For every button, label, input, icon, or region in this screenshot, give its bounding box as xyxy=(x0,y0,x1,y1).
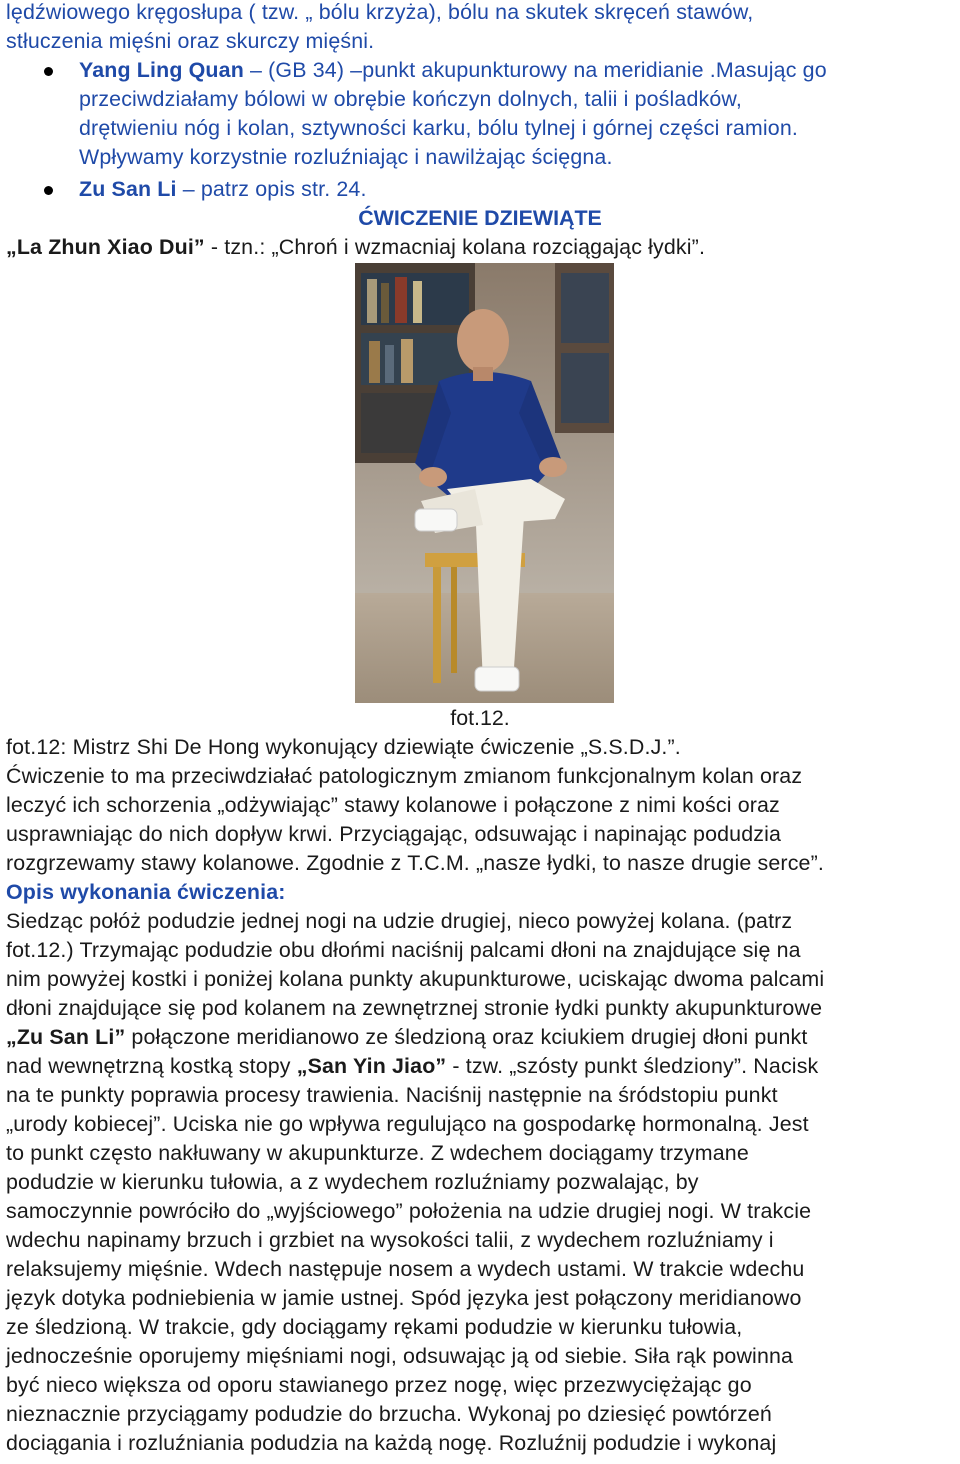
text-line: rozgrzewamy stawy kolanowe. Zgodnie z T.C.M. „nasze łydki, to nasze drugie serce”. xyxy=(6,851,824,875)
text-line: na te punkty poprawia procesy trawienia. Naciśnij następnie na śródstopiu punkt xyxy=(6,1083,778,1107)
text-line: lędźwiowego kręgosłupa ( tzw. „ bólu krzyża), bólu na skutek skręceń stawów, xyxy=(6,0,754,24)
bullet-item-zu-san-li xyxy=(79,175,367,204)
bullet-dot xyxy=(44,186,53,195)
text-line: Wpływamy korzystnie rozluźniając i nawilżając ścięgna. xyxy=(79,145,613,169)
text-line: nim powyżej kostki i poniżej kolana punkty akupunkturowe, uciskając dwoma palcami xyxy=(6,967,825,991)
section-heading: Opis wykonania ćwiczenia: xyxy=(6,880,286,904)
term-san-yin-jiao: „San Yin Jiao” xyxy=(296,1054,447,1078)
exercise-photo xyxy=(355,263,614,703)
text-line: usprawniając do nich dopływ krwi. Przyciągając, odsuwając i napinając podudzia xyxy=(6,822,782,846)
text-line: Siedząc połóż podudzie jednej nogi na udzie drugiej, nieco powyżej kolana. (patrz xyxy=(6,909,793,933)
photo-label: fot.12. xyxy=(450,706,510,730)
term-zu-san-li: „Zu San Li” xyxy=(6,1025,126,1049)
exercise-name: „La Zhun Xiao Dui” xyxy=(6,235,205,259)
text-line: relaksujemy mięśnie. Wdech następuje nosem a wydech ustami. W trakcie wdechu xyxy=(6,1257,805,1281)
text-line: nieznacznie przyciągamy podudzie do brzucha. Wykonaj po dziesięć powtórzeń xyxy=(6,1402,772,1426)
photo-illustration xyxy=(355,263,614,703)
bullet-text: – patrz opis str. 24. xyxy=(176,177,367,201)
text-line: drętwieniu nóg i kolan, sztywności karku, bólu tylnej i górnej części ramion. xyxy=(79,116,798,140)
exercise-heading: ĆWICZENIE DZIEWIĄTE xyxy=(358,206,602,230)
bullet-term: Zu San Li xyxy=(79,177,177,201)
exercise-translation: - tzn.: „Chroń i wzmacniaj kolana rozciągając łydki”. xyxy=(204,235,706,259)
bullet-item-yang-ling-quan xyxy=(79,56,827,85)
text-line: „urody kobiecej”. Uciska nie go wpływa regulująco na gospodarkę hormonalną. Jest xyxy=(6,1112,809,1136)
text-span: połączone meridianowo ze śledzioną oraz kciukiem drugiej dłoni punkt xyxy=(125,1025,808,1049)
text-line: być nieco większa od oporu stawianego przez nogę, więc przezwyciężając go xyxy=(6,1373,752,1397)
text-line: podudzie w kierunku tułowia, a z wydechem rozluźniamy pozwalając, by xyxy=(6,1170,699,1194)
text-line: dłoni znajdujące się pod kolanem na zewnętrznej stronie łydki punkty akupunkturowe xyxy=(6,996,823,1020)
bullet-text: – (GB 34) –punkt akupunkturowy na meridianie .Masując go xyxy=(243,58,827,82)
text-line: przeciwdziałamy bólowi w obrębie kończyn dolnych, talii i pośladków, xyxy=(79,87,742,111)
text-line: język dotyka podniebienia w jamie ustnej. Spód języka jest połączony meridianowo xyxy=(6,1286,802,1310)
bullet-term: Yang Ling Quan xyxy=(79,58,244,82)
text-span: - tzw. „szósty punkt śledziony”. Nacisk xyxy=(446,1054,819,1078)
text-line: samoczynnie powróciło do „wyjściowego” położenia na udzie drugiej nogi. W trakcie xyxy=(6,1199,812,1223)
text-line: dociągania i rozluźniania podudzia na każdą nogę. Rozluźnij podudzie i wykonaj xyxy=(6,1431,777,1455)
text-line: wdechu napinamy brzuch i grzbiet na wysokości talii, z wydechem rozluźniamy i xyxy=(6,1228,774,1252)
exercise-name-line xyxy=(6,233,705,262)
text-line: Ćwiczenie to ma przeciwdziałać patologicznym zmianom funkcjonalnym kolan oraz xyxy=(6,764,803,788)
text-line: fot.12.) Trzymając podudzie obu dłońmi naciśnij palcami dłoni na znajdujące się na xyxy=(6,938,801,962)
text-line: stłuczenia mięśni oraz skurczy mięśni. xyxy=(6,29,375,53)
bullet-dot xyxy=(44,67,53,76)
text-line: ze śledzioną. W trakcie, gdy dociągamy rękami podudzie w kierunku tułowia, xyxy=(6,1315,743,1339)
text-line: jednocześnie oporujemy mięśniami nogi, odsuwając ją od siebie. Siła rąk powinna xyxy=(6,1344,794,1368)
text-line: leczyć ich schorzenia „odżywiając” stawy kolanowe i połączone z nimi kości oraz xyxy=(6,793,780,817)
text-line: to punkt często nakłuwany w akupunkturze. Z wdechem dociągamy trzymane xyxy=(6,1141,749,1165)
text-line xyxy=(6,1052,818,1081)
photo-caption: fot.12: Mistrz Shi De Hong wykonujący dziewiąte ćwiczenie „S.S.D.J.”. xyxy=(6,735,681,759)
text-span: nad wewnętrzną kostką stopy xyxy=(6,1054,297,1078)
text-line xyxy=(6,1023,807,1052)
